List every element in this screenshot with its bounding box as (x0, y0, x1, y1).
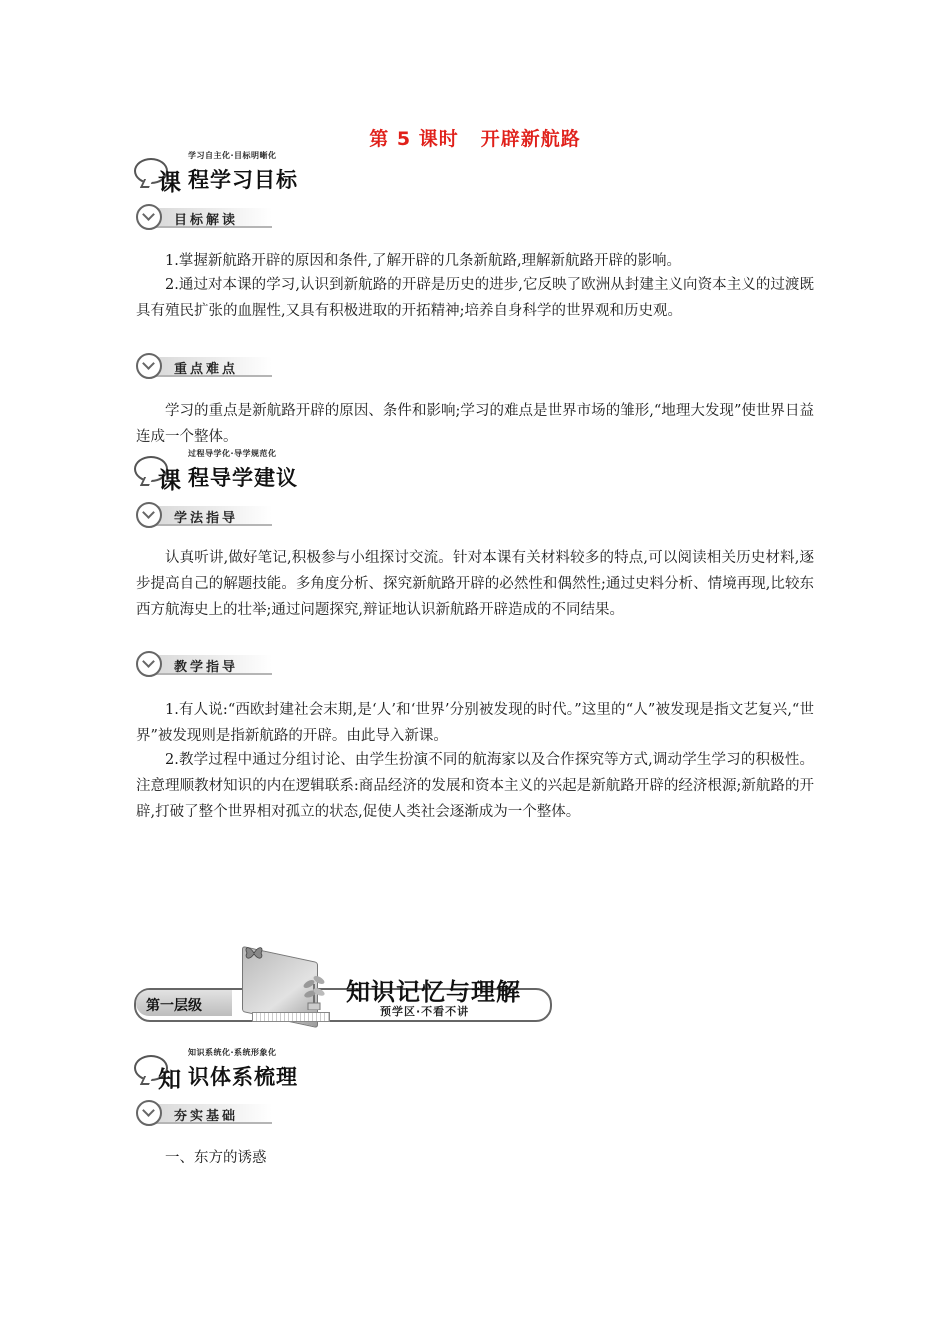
subsection-label: 重点难点 (174, 362, 239, 377)
level-subtitle: 预学区·不看不讲 (380, 1005, 470, 1018)
level-label: 第一层级 (146, 998, 202, 1014)
subsection-label: 学法指导 (174, 511, 239, 526)
section-header-guide (134, 448, 334, 494)
subsection-teaching-guide (136, 651, 274, 677)
section-header-knowledge (134, 1047, 334, 1093)
paragraph: 2.教学过程中通过分组讨论、由学生扮演不同的航海家以及合作探究等方式,调动学生学习的积极性。注意理顺教材知识的内在逻辑联系:商品经济的发展和资本主义的兴起是新航路开辟的经济根源;新航路的开辟,打破了整个世界相对孤立的状态,促使人类社会逐渐成为一个整体。 (136, 752, 814, 820)
list-item: 一、东方的诱惑 (165, 1150, 267, 1166)
paragraph: 1.有人说:“西欧封建社会末期,是‘人’和‘世界’分别被发现的时代。”这里的“人”被发现是指文艺复兴,“世界”被发现则是指新航路的开辟。由此导入新课。 (136, 702, 814, 744)
subsection-key-points (136, 353, 274, 379)
plant-icon (302, 970, 326, 1010)
section-motto: 学习自主化·目标明晰化 (188, 151, 277, 160)
paragraph: 2.通过对本课的学习,认识到新航路的开辟是历史的进步,它反映了欧洲从封建主义向资本主义的过渡既具有殖民扩张的血腥性,又具有积极进取的开拓精神;培养自身科学的世界观和历史观。 (136, 277, 814, 319)
chevron-down-icon (136, 353, 162, 379)
section-title: 识体系梳理 (188, 1065, 298, 1089)
paragraph: 学习的重点是新航路开辟的原因、条件和影响;学习的难点是世界市场的雏形,“地理大发现”使世界日益连成一个整体。 (136, 403, 814, 445)
section-head-char: 课 (158, 468, 181, 494)
subsection-label: 夯实基础 (174, 1109, 239, 1124)
chevron-down-icon (136, 651, 162, 677)
section-head-char: 课 (158, 170, 181, 196)
chevron-down-icon (136, 502, 162, 528)
section-title: 程学习目标 (188, 168, 298, 192)
lesson-name: 开辟新航路 (480, 128, 581, 150)
level-banner (134, 942, 554, 1034)
subsection-study-method (136, 502, 274, 528)
paragraph: 认真听讲,做好笔记,积极参与小组探讨交流。针对本课有关材料较多的特点,可以阅读相关历史材料,逐步提高自己的解题技能。多角度分析、探究新航路开辟的必然性和偶然性;通过史料分析、情境再现,比较东西方航海史上的壮举;通过问题探究,辩证地认识新航路开辟造成的不同结果。 (136, 550, 814, 618)
book-pages-icon (252, 1012, 330, 1022)
section-head-char: 知 (158, 1067, 181, 1093)
section-motto: 过程导学化·导学规范化 (188, 449, 277, 458)
lesson-number: 第 5 课时 (369, 128, 459, 150)
chevron-down-icon (136, 204, 162, 230)
subsection-foundation (136, 1100, 274, 1126)
section-title: 程导学建议 (188, 466, 298, 490)
subsection-label: 教学指导 (174, 660, 239, 675)
level-title: 知识记忆与理解 (346, 978, 521, 1006)
section-header-goals (134, 150, 334, 196)
butterfly-icon (244, 944, 264, 962)
paragraph: 1.掌握新航路开辟的原因和条件,了解开辟的几条新航路,理解新航路开辟的影响。 (165, 253, 682, 269)
lesson-title (0, 124, 950, 151)
chevron-down-icon (136, 1100, 162, 1126)
section-motto: 知识系统化·系统形象化 (188, 1048, 277, 1057)
subsection-label: 目标解读 (174, 213, 239, 228)
subsection-goals-reading (136, 204, 274, 230)
